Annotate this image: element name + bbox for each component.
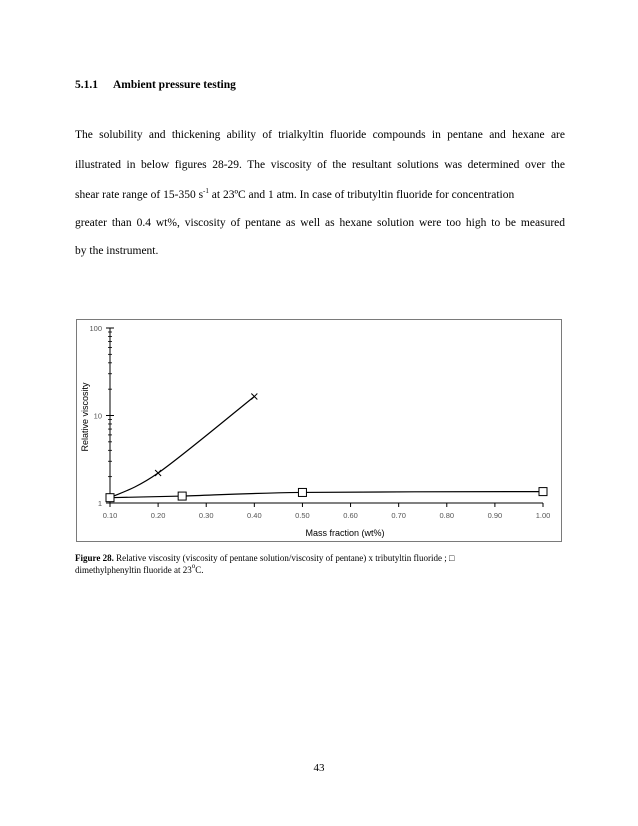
x-tick-label: 0.80 bbox=[439, 511, 455, 520]
x-tick-label: 1.00 bbox=[535, 511, 551, 520]
caption-text-c: C. bbox=[195, 565, 204, 575]
caption-text-b: dimethylphenyltin fluoride at 23 bbox=[75, 565, 192, 575]
data-point-x-marker bbox=[251, 393, 257, 399]
figure-caption bbox=[75, 552, 575, 576]
chart-svg bbox=[77, 320, 561, 541]
figure-28-chart bbox=[76, 319, 562, 542]
data-point-square-marker bbox=[298, 488, 306, 496]
caption-text-a: Relative viscosity (viscosity of pentane solution/viscosity of pentane) x tributyltin fluoride ; □ bbox=[113, 553, 455, 563]
x-tick-label: 0.40 bbox=[247, 511, 262, 520]
paragraph-line-2: illustrated in below figures 28-29. The viscosity of the resultant solutions was determined over the bbox=[75, 159, 565, 171]
series-1-line bbox=[110, 396, 254, 497]
data-point-square-marker bbox=[106, 494, 114, 502]
paragraph-line-4: greater than 0.4 wt%, viscosity of pentane as well as hexane solution were too high to be measured bbox=[75, 217, 565, 229]
section-title: Ambient pressure testing bbox=[113, 79, 236, 91]
data-point-x-marker bbox=[155, 470, 161, 476]
y-tick-label: 1 bbox=[97, 499, 102, 508]
section-number: 5.1.1 bbox=[75, 79, 98, 91]
x-tick-label: 0.20 bbox=[150, 511, 166, 520]
page-number: 43 bbox=[313, 762, 325, 774]
y-tick-label: 100 bbox=[89, 324, 102, 333]
x-tick-label: 0.70 bbox=[391, 511, 406, 520]
chart-marks bbox=[106, 393, 547, 501]
x-tick-label: 0.90 bbox=[487, 511, 503, 520]
chart-axes bbox=[89, 324, 550, 520]
data-point-square-marker bbox=[539, 488, 547, 496]
x-tick-label: 0.60 bbox=[343, 511, 358, 520]
y-axis-label: Relative viscosity bbox=[80, 382, 90, 452]
x-tick-label: 0.50 bbox=[295, 511, 310, 520]
degree-superscript: o bbox=[191, 562, 196, 570]
x-axis-label: Mass fraction (wt%) bbox=[305, 528, 385, 538]
x-tick-label: 0.10 bbox=[102, 511, 118, 520]
figure-label: Figure 28. bbox=[75, 553, 114, 563]
x-tick-label: 0.30 bbox=[198, 511, 214, 520]
paragraph-line-1: The solubility and thickening ability of trialkyltin fluoride compounds in pentane and hexane are bbox=[75, 129, 565, 141]
y-tick-label: 10 bbox=[93, 411, 102, 421]
paragraph-line-3 bbox=[75, 188, 565, 203]
data-point-square-marker bbox=[178, 492, 186, 500]
paragraph-line-3-b: at 23ºC and 1 atm. In case of tributyltin fluoride for concentration bbox=[208, 189, 515, 201]
paragraph-line-3-a: shear rate range of 15-350 s bbox=[75, 189, 204, 201]
section-heading bbox=[75, 79, 236, 91]
series-2-line bbox=[110, 492, 543, 498]
paragraph-line-5: by the instrument. bbox=[75, 245, 159, 257]
shear-rate-exponent: -1 bbox=[203, 187, 209, 195]
